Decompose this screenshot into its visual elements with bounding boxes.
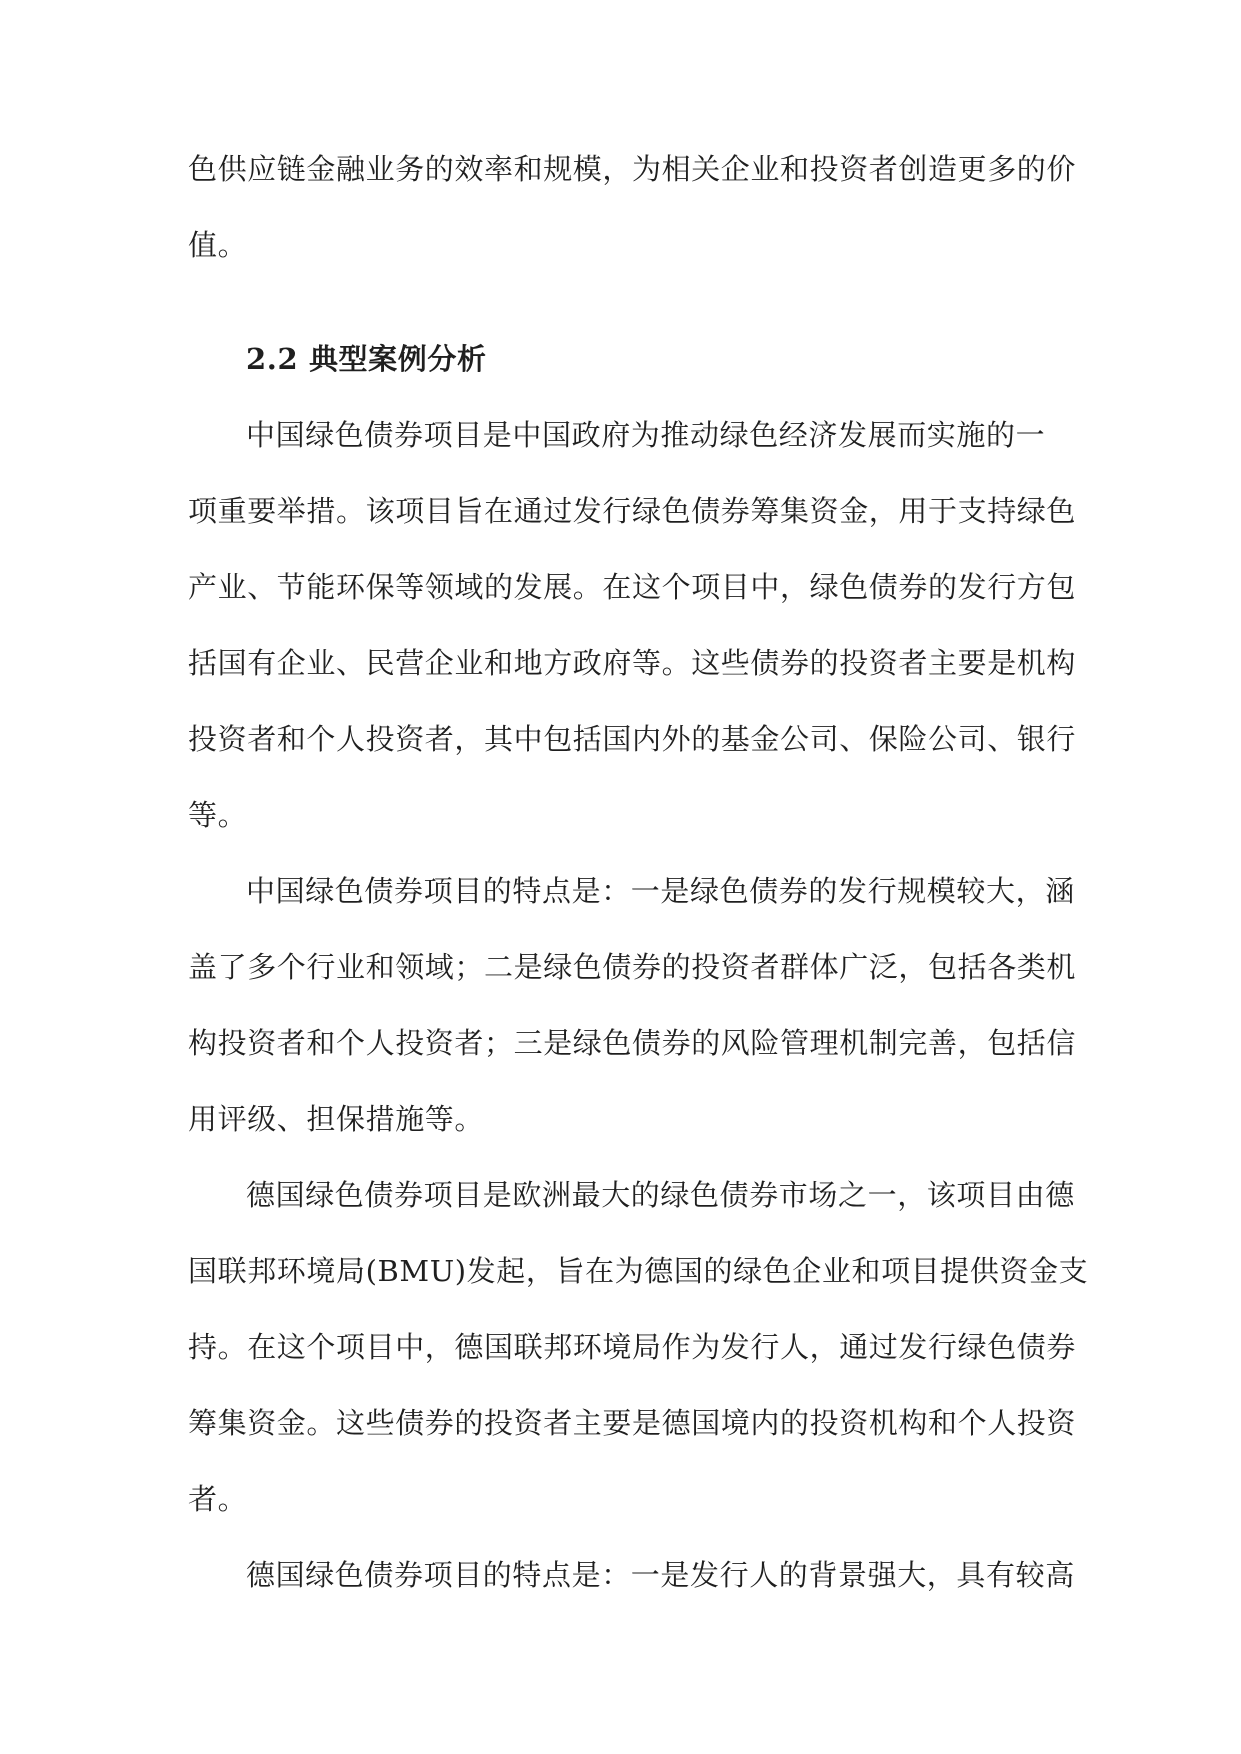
document-body bbox=[188, 138, 1089, 1620]
paragraph-line: 色供应链金融业务的效率和规模，为相关企业和投资者创造更多的价 bbox=[188, 152, 1077, 186]
paragraph-line: 中国绿色债券项目是中国政府为推动绿色经济发展而实施的一 bbox=[246, 418, 1046, 452]
paragraph-line: 投资者和个人投资者，其中包括国内外的基金公司、保险公司、银行 bbox=[188, 722, 1077, 756]
paragraph-line: 者。 bbox=[188, 1482, 248, 1516]
paragraph-line: 持。在这个项目中，德国联邦环境局作为发行人，通过发行绿色债券 bbox=[188, 1330, 1077, 1364]
paragraph-line: 项重要举措。该项目旨在通过发行绿色债券筹集资金，用于支持绿色 bbox=[188, 494, 1077, 528]
section-gap bbox=[188, 290, 1050, 328]
paragraph-line: 构投资者和个人投资者；三是绿色债券的风险管理机制完善，包括信 bbox=[188, 1026, 1077, 1060]
section-heading: 2.2 典型案例分析 bbox=[246, 342, 487, 376]
paragraph-line: 括国有企业、民营企业和地方政府等。这些债券的投资者主要是机构 bbox=[188, 646, 1077, 680]
paragraph-line: 中国绿色债券项目的特点是：一是绿色债券的发行规模较大，涵 bbox=[246, 874, 1075, 908]
paragraph-line: 德国绿色债券项目是欧洲最大的绿色债券市场之一，该项目由德 bbox=[246, 1178, 1075, 1212]
paragraph-line: 产业、节能环保等领域的发展。在这个项目中，绿色债券的发行方包 bbox=[188, 570, 1077, 604]
paragraph-line: 德国绿色债券项目的特点是：一是发行人的背景强大，具有较高 bbox=[246, 1558, 1075, 1592]
paragraph-line: 用评级、担保措施等。 bbox=[188, 1102, 485, 1136]
paragraph-line: 等。 bbox=[188, 798, 248, 832]
paragraph-line: 筹集资金。这些债券的投资者主要是德国境内的投资机构和个人投资 bbox=[188, 1406, 1077, 1440]
paragraph-line: 盖了多个行业和领域；二是绿色债券的投资者群体广泛，包括各类机 bbox=[188, 950, 1077, 984]
paragraph-line: 国联邦环境局(BMU)发起，旨在为德国的绿色企业和项目提供资金支 bbox=[188, 1254, 1089, 1288]
paragraph-line: 值。 bbox=[188, 228, 248, 262]
